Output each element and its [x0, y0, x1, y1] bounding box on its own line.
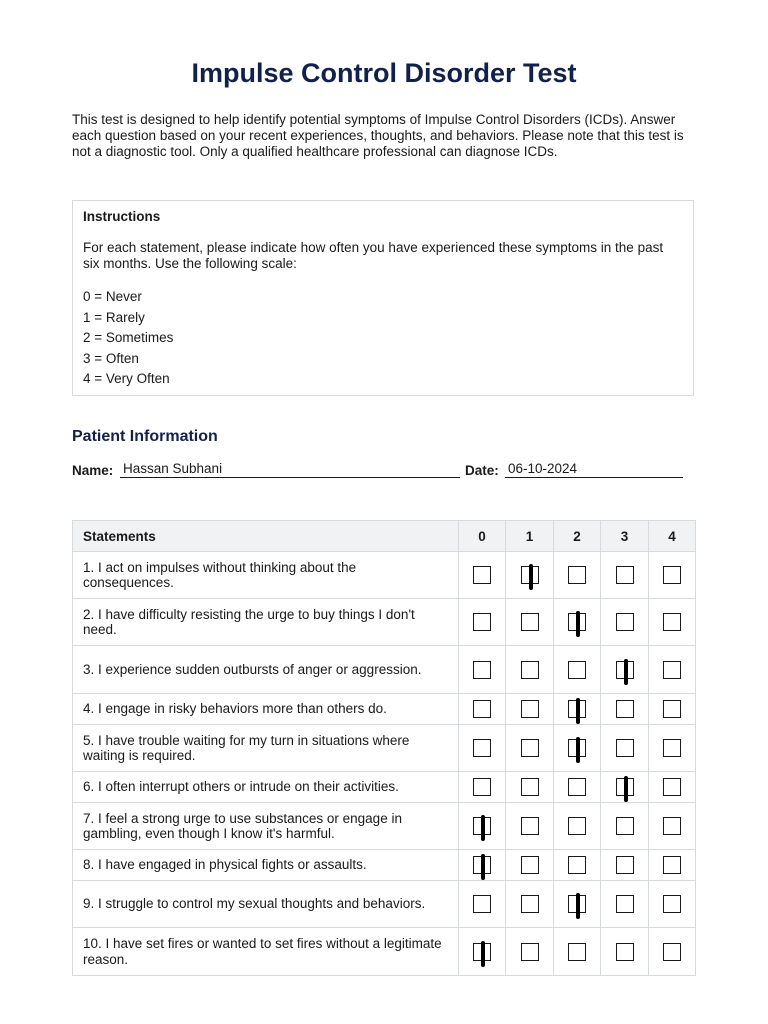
- option-cell: [554, 850, 601, 881]
- checkbox[interactable]: [473, 895, 491, 913]
- handwritten-tick-mark: [481, 815, 485, 841]
- page-title: Impulse Control Disorder Test: [191, 58, 577, 88]
- option-cell: [459, 928, 506, 976]
- option-cell: [649, 772, 696, 803]
- checkbox[interactable]: [473, 613, 491, 631]
- option-cell: [459, 803, 506, 850]
- handwritten-tick-mark: [529, 564, 533, 590]
- checkbox[interactable]: [473, 700, 491, 718]
- option-cell: [601, 694, 649, 725]
- checkbox[interactable]: [568, 817, 586, 835]
- checkbox[interactable]: [473, 661, 491, 679]
- option-cell: [506, 646, 554, 694]
- option-cell: [459, 850, 506, 881]
- checkbox[interactable]: [663, 661, 681, 679]
- option-cell: [459, 694, 506, 725]
- option-cell: [506, 928, 554, 976]
- option-header: 2: [554, 521, 601, 552]
- option-cell: [649, 928, 696, 976]
- scale-item: 3 = Often: [83, 350, 139, 366]
- instructions-box: [72, 200, 694, 396]
- statement-text: 2. I have difficulty resisting the urge to buy things I don't need.: [73, 599, 459, 646]
- checkbox[interactable]: [663, 778, 681, 796]
- option-cell: [506, 599, 554, 646]
- checkbox[interactable]: [663, 895, 681, 913]
- instructions-title: Instructions: [83, 209, 161, 224]
- option-cell: [459, 772, 506, 803]
- checkbox[interactable]: [568, 856, 586, 874]
- statement-text: 7. I feel a strong urge to use substances or engage in gambling, even though I know it's harmful.: [73, 803, 459, 850]
- option-cell: [649, 803, 696, 850]
- option-cell: [554, 725, 601, 772]
- checkbox[interactable]: [663, 943, 681, 961]
- checkbox[interactable]: [663, 566, 681, 584]
- option-cell: [554, 803, 601, 850]
- option-cell: [506, 694, 554, 725]
- statement-text: 9. I struggle to control my sexual thoughts and behaviors.: [73, 881, 459, 928]
- option-cell: [459, 881, 506, 928]
- option-cell: [601, 599, 649, 646]
- option-cell: [554, 881, 601, 928]
- option-cell: [601, 881, 649, 928]
- option-cell: [554, 928, 601, 976]
- name-field[interactable]: Hassan Subhani: [120, 462, 460, 478]
- checkbox[interactable]: [616, 566, 634, 584]
- checkbox[interactable]: [521, 856, 539, 874]
- option-cell: [554, 552, 601, 599]
- option-cell: [601, 928, 649, 976]
- option-cell: [649, 725, 696, 772]
- option-cell: [601, 725, 649, 772]
- statement-text: 4. I engage in risky behaviors more than others do.: [73, 694, 459, 725]
- date-label: Date:: [465, 463, 499, 478]
- table-row: [73, 803, 696, 850]
- table-row: [73, 552, 696, 599]
- statement-text: 3. I experience sudden outbursts of anger or aggression.: [73, 646, 459, 694]
- option-cell: [601, 772, 649, 803]
- checkbox[interactable]: [616, 700, 634, 718]
- checkbox[interactable]: [663, 613, 681, 631]
- checkbox[interactable]: [473, 778, 491, 796]
- checkbox[interactable]: [521, 778, 539, 796]
- statement-text: 10. I have set fires or wanted to set fires without a legitimate reason.: [73, 928, 459, 976]
- table-row: [73, 928, 696, 976]
- option-cell: [649, 881, 696, 928]
- option-cell: [459, 646, 506, 694]
- scale-item: 4 = Very Often: [83, 371, 170, 386]
- name-label: Name:: [72, 463, 114, 478]
- statements-header: Statements: [73, 521, 459, 552]
- statements-table: [72, 520, 696, 976]
- checkbox[interactable]: [663, 856, 681, 874]
- handwritten-tick-mark: [576, 698, 580, 724]
- scale-item: 2 = Sometimes: [83, 330, 174, 345]
- option-cell: [506, 803, 554, 850]
- option-header: 3: [601, 521, 649, 552]
- option-cell: [506, 850, 554, 881]
- statement-text: 5. I have trouble waiting for my turn in situations where waiting is required.: [73, 725, 459, 772]
- date-field[interactable]: 06-10-2024: [505, 462, 683, 478]
- table-row: [73, 599, 696, 646]
- statement-text: 8. I have engaged in physical fights or assaults.: [73, 850, 459, 881]
- table-row: [73, 881, 696, 928]
- handwritten-tick-mark: [576, 737, 580, 763]
- option-cell: [601, 552, 649, 599]
- option-cell: [601, 803, 649, 850]
- option-cell: [506, 772, 554, 803]
- checkbox[interactable]: [663, 739, 681, 757]
- checkbox[interactable]: [521, 895, 539, 913]
- option-header: 1: [506, 521, 554, 552]
- table-row: [73, 725, 696, 772]
- handwritten-tick-mark: [481, 854, 485, 880]
- option-cell: [459, 599, 506, 646]
- checkbox[interactable]: [568, 943, 586, 961]
- intro-paragraph: This test is designed to help identify potential symptoms of Impulse Control Disorders (ICDs). Answer each question based on your recent experiences, thoughts, and behaviors. Please note that this test is not a diagnostic tool. Only a qualified healthcare professional can diagnose ICDs.: [72, 112, 684, 159]
- checkbox[interactable]: [473, 739, 491, 757]
- option-cell: [601, 646, 649, 694]
- checkbox[interactable]: [521, 700, 539, 718]
- checkbox[interactable]: [521, 817, 539, 835]
- handwritten-tick-mark: [576, 611, 580, 637]
- option-header: 0: [459, 521, 506, 552]
- scale-item: 0 = Never: [83, 289, 142, 304]
- scale-list: [83, 287, 683, 390]
- statement-text: 6. I often interrupt others or intrude on their activities.: [73, 772, 459, 803]
- option-cell: [506, 881, 554, 928]
- handwritten-tick-mark: [576, 893, 580, 919]
- checkbox[interactable]: [663, 700, 681, 718]
- option-cell: [649, 599, 696, 646]
- checkbox[interactable]: [568, 566, 586, 584]
- option-header: 4: [649, 521, 696, 552]
- table-row: [73, 646, 696, 694]
- statement-text: 1. I act on impulses without thinking about the consequences.: [73, 552, 459, 599]
- handwritten-tick-mark: [481, 941, 485, 967]
- checkbox[interactable]: [616, 895, 634, 913]
- checkbox[interactable]: [616, 739, 634, 757]
- checkbox[interactable]: [521, 739, 539, 757]
- option-cell: [554, 646, 601, 694]
- table-row: [73, 772, 696, 803]
- option-cell: [601, 850, 649, 881]
- scale-item: 1 = Rarely: [83, 309, 145, 325]
- handwritten-tick-mark: [624, 659, 628, 685]
- checkbox[interactable]: [521, 613, 539, 631]
- option-cell: [459, 725, 506, 772]
- checkbox[interactable]: [616, 943, 634, 961]
- table-row: [73, 694, 696, 725]
- option-cell: [506, 725, 554, 772]
- patient-info-title: Patient Information: [72, 428, 218, 445]
- table-header-row: [73, 521, 696, 552]
- option-cell: [649, 850, 696, 881]
- checkbox[interactable]: [568, 661, 586, 679]
- checkbox[interactable]: [473, 566, 491, 584]
- checkbox[interactable]: [616, 856, 634, 874]
- checkbox[interactable]: [616, 817, 634, 835]
- option-cell: [554, 694, 601, 725]
- option-cell: [506, 552, 554, 599]
- checkbox[interactable]: [568, 778, 586, 796]
- checkbox[interactable]: [521, 943, 539, 961]
- checkbox[interactable]: [663, 817, 681, 835]
- option-cell: [459, 552, 506, 599]
- option-cell: [554, 599, 601, 646]
- checkbox[interactable]: [521, 661, 539, 679]
- handwritten-tick-mark: [624, 776, 628, 802]
- option-cell: [649, 646, 696, 694]
- table-row: [73, 850, 696, 881]
- option-cell: [554, 772, 601, 803]
- option-cell: [649, 694, 696, 725]
- instructions-text: For each statement, please indicate how often you have experienced these symptoms in the past six months. Use the following scale:: [83, 240, 664, 271]
- option-cell: [649, 552, 696, 599]
- checkbox[interactable]: [616, 613, 634, 631]
